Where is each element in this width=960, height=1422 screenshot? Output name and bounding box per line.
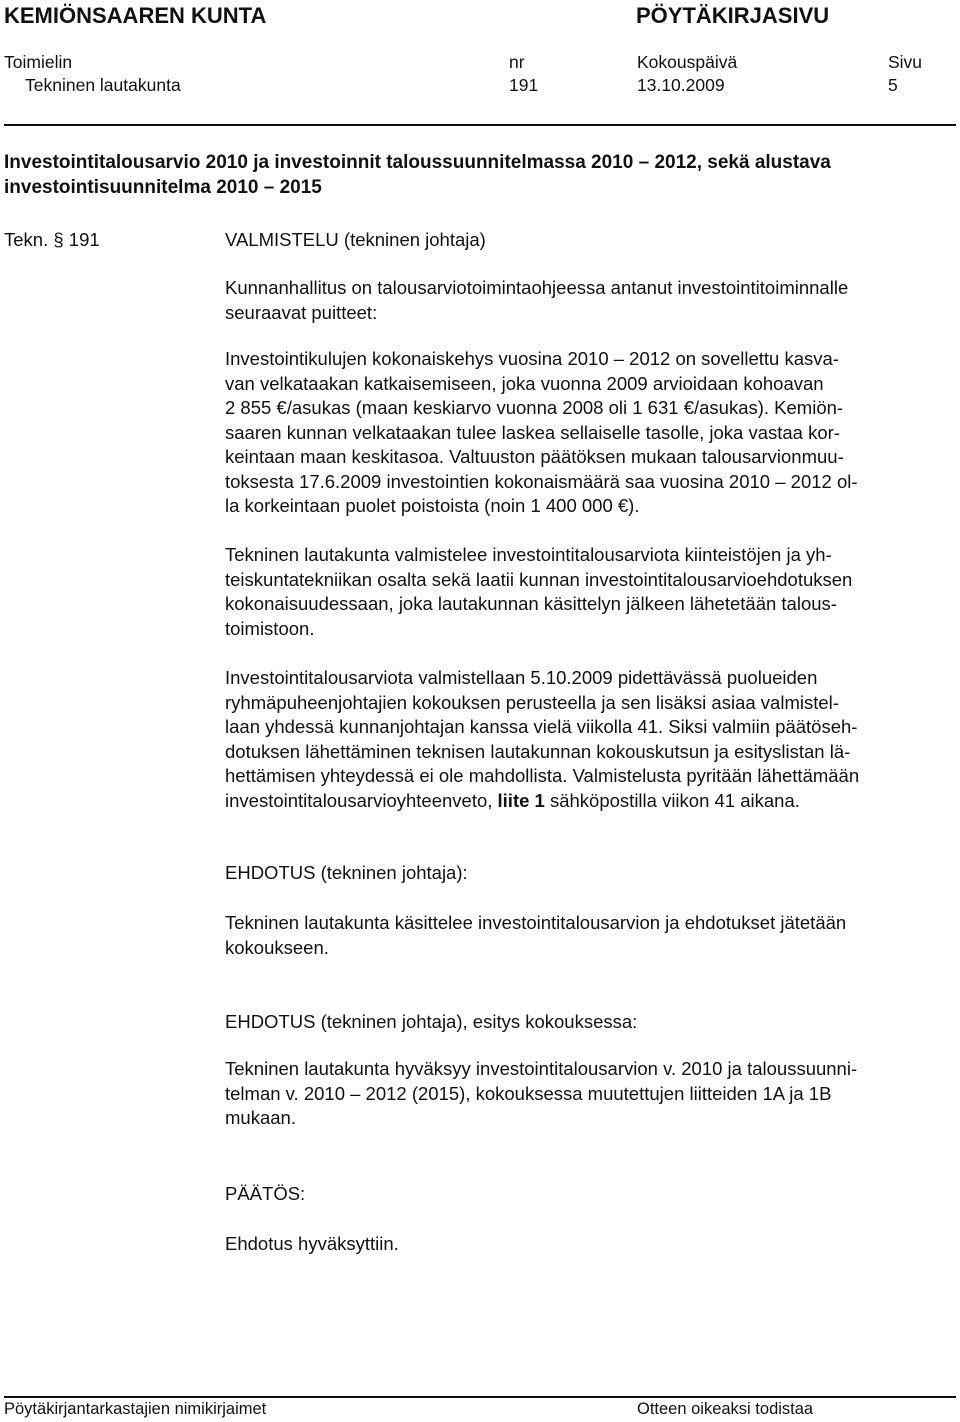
label-body: Toimielin	[4, 52, 73, 72]
text-line: van velkataakan katkaisemiseen, joka vuonna 2009 arvioidaan kohoavan	[225, 372, 824, 394]
text-segment: sähköpostilla viikon 41 aikana.	[544, 789, 800, 811]
text-line: toksesta 17.6.2009 investointien kokonaismäärä saa vuosina 2010 – 2012 ol-	[225, 470, 858, 492]
text-line: teiskuntatekniikan osalta sekä laatii kunnan investointitalousarvioehdotuksen	[225, 568, 853, 590]
text-line: dotuksen lähettäminen teknisen lautakunnan kokouskutsun ja esityslistan lä-	[225, 740, 851, 762]
text-line-with-attachment	[225, 789, 945, 814]
value-nr: 191	[509, 75, 539, 95]
value-page: 5	[888, 75, 898, 95]
footer-certified-copy: Otteen oikeaksi todistaa	[637, 1400, 814, 1418]
text-line: Tekninen lautakunta käsittelee investointitalousarvion ja ehdotukset jätetään	[225, 912, 847, 933]
section-heading: VALMISTELU (tekninen johtaja)	[225, 229, 486, 250]
text-line: Kunnanhallitus on talousarviotoimintaohjeessa antanut investointitoiminnalle	[225, 277, 849, 298]
decision-heading: PÄÄTÖS:	[225, 1183, 306, 1204]
label-nr: nr	[509, 52, 525, 72]
footer-reviewers-initials: Pöytäkirjantarkastajien nimikirjaimet	[4, 1400, 267, 1418]
value-date: 13.10.2009	[637, 75, 725, 95]
text-line: kokoukseen.	[225, 936, 329, 958]
paragraph-investment-frame	[225, 347, 945, 519]
municipality-name: KEMIÖNSAAREN KUNTA	[4, 3, 267, 28]
label-date: Kokouspäivä	[637, 52, 738, 72]
text-line: la korkeintaan puolet poistoista (noin 1 400 000 €).	[225, 495, 640, 516]
text-line: keintaan maan keskitasoa. Valtuuston päätöksen mukaan talousarvionmuu-	[225, 446, 844, 467]
text-line: hettämisen yhteydessä ei ole mahdollista. Valmistelusta pyritään lähettämään	[225, 765, 860, 786]
label-page: Sivu	[888, 52, 923, 72]
text-segment: investointitalousarvioyhteenveto,	[225, 789, 498, 811]
footer-divider	[4, 1396, 956, 1398]
proposal-meeting-heading: EHDOTUS (tekninen johtaja), esitys kokouksessa:	[225, 1011, 638, 1032]
text-line: toimistoon.	[225, 617, 315, 639]
text-line: 2 855 €/asukas (maan keskiarvo vuonna 2008 oli 1 631 €/asukas). Kemiön-	[225, 397, 844, 418]
text-line: Tekninen lautakunta valmistelee investointitalousarviota kiinteistöjen ja yh-	[225, 544, 832, 565]
section-reference: Tekn. § 191	[4, 229, 100, 250]
paragraph-preparation	[225, 543, 945, 641]
document-type: PÖYTÄKIRJASIVU	[636, 3, 830, 28]
proposal-heading: EHDOTUS (tekninen johtaja):	[225, 862, 468, 883]
text-line: telman v. 2010 – 2012 (2015), kokouksessa muutettujen liitteiden 1A ja 1B	[225, 1082, 832, 1104]
header-divider	[4, 124, 956, 126]
paragraph-guidelines	[225, 276, 945, 325]
text-line: ryhmäpuheenjohtajien kokouksen perusteella ja sen lisäksi asiaa valmistel-	[225, 691, 839, 713]
proposal-text	[225, 911, 945, 960]
text-line: kokonaisuudessaan, joka lautakunnan käsittelyn jälkeen lähetetään talous-	[225, 593, 837, 614]
title-line-1: Investointitalousarvio 2010 ja investoinnit taloussuunnitelmassa 2010 – 2012, sekä alustava	[4, 152, 831, 173]
decision-text: Ehdotus hyväksyttiin.	[225, 1233, 399, 1254]
paragraph-schedule	[225, 666, 945, 813]
text-line: saaren kunnan velkataakan tulee laskea sellaiselle tasolle, joka vastaa kor-	[225, 421, 840, 443]
text-line: seuraavat puitteet:	[225, 301, 378, 323]
title-line-2: investointisuunnitelma 2010 – 2015	[4, 177, 322, 198]
text-line: laan yhdessä kunnanjohtajan kanssa vielä viikolla 41. Siksi valmiin päätöseh-	[225, 716, 858, 737]
text-line: Tekninen lautakunta hyväksyy investointitalousarvion v. 2010 ja taloussuunni-	[225, 1058, 858, 1079]
attachment-reference: liite 1	[497, 789, 545, 811]
text-line: mukaan.	[225, 1107, 296, 1128]
proposal-meeting-text	[225, 1057, 945, 1131]
text-line: Investointikulujen kokonaiskehys vuosina 2010 – 2012 on sovellettu kasva-	[225, 348, 839, 369]
text-line: Investointitalousarviota valmistellaan 5.10.2009 pidettävässä puolueiden	[225, 667, 818, 688]
value-body: Tekninen lautakunta	[25, 75, 181, 95]
